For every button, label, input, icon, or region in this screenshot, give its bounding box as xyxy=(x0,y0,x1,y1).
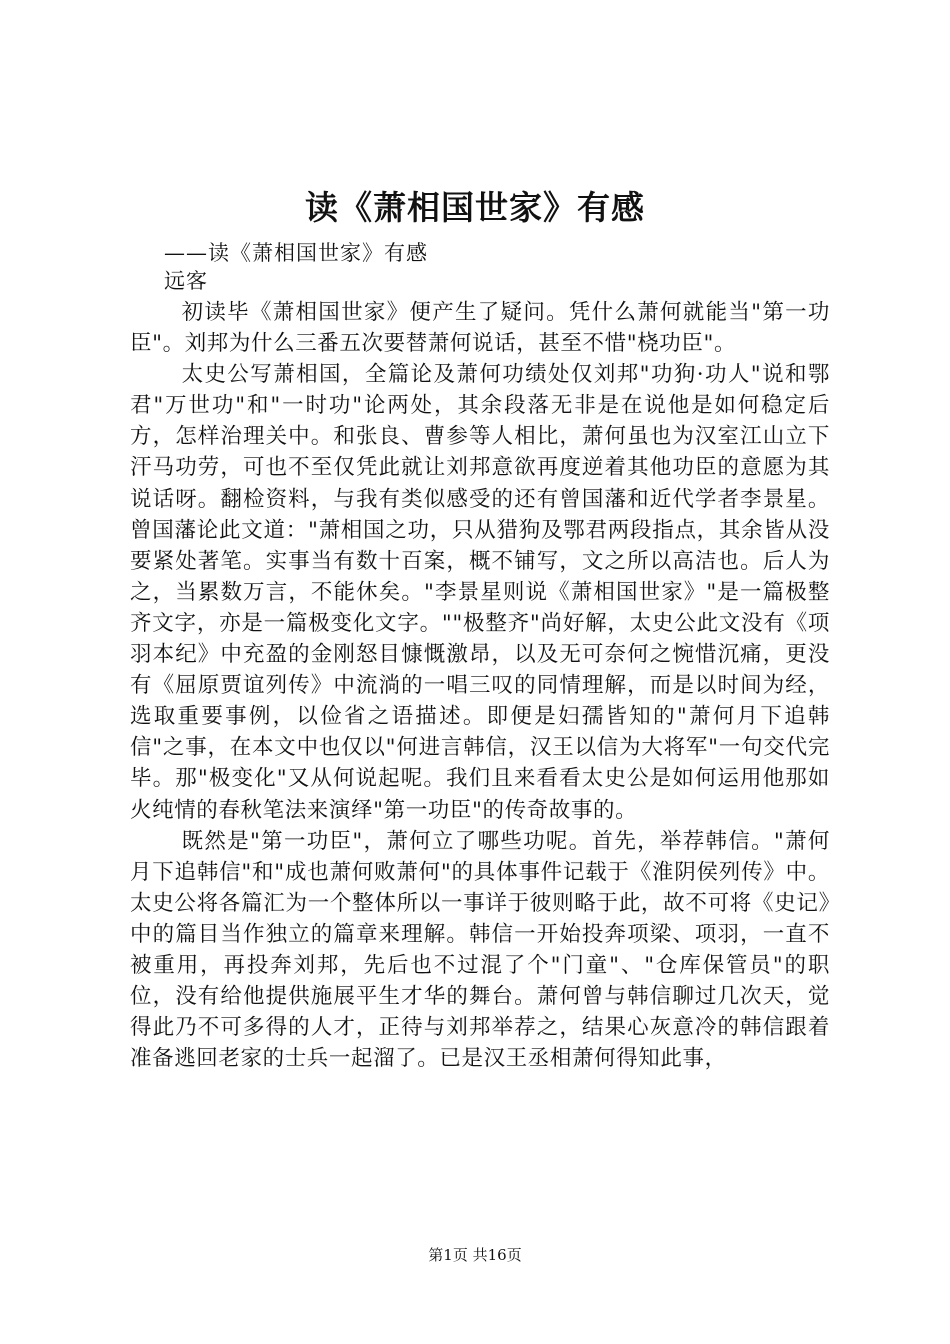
document-title: 读《萧相国世家》有感 xyxy=(305,188,645,227)
paragraph: 初读毕《萧相国世家》便产生了疑问。凭什么萧何就能当"第一功臣"。刘邦为什么三番五次要替萧何说话，甚至不惜"桡功臣"。 xyxy=(130,300,830,357)
author-name: 远客 xyxy=(164,269,208,293)
document-subtitle: ——读《萧相国世家》有感 xyxy=(164,241,428,265)
body-text xyxy=(130,297,830,1074)
page-number: 第1页 共16页 xyxy=(428,1246,522,1264)
paragraph: 太史公写萧相国，全篇论及萧何功绩处仅刘邦"功狗·功人"说和鄂君"万世功"和"一时功"论两处，其余段落无非是在说他是如何稳定后方，怎样治理关中。和张良、曹参等人相比，萧何虽也为汉室江山立下汗马功劳，可也不至仅凭此就让刘邦意欲再度逆着其他功臣的意愿为其说话呀。翻检资料，与我有类似感受的还有曾国藩和近代学者李景星。曾国藩论此文道："萧相国之功，只从猎狗及鄂君两段指点，其余皆从没要紧处著笔。实事当有数十百案，概不铺写，文之所以高洁也。后人为之，当累数万言，不能休矣。"李景星则说《萧相国世家》"是一篇极整齐文字，亦是一篇极变化文字。""极整齐"尚好解，太史公此文没有《项羽本纪》中充盈的金刚怒目慷慨激昂，以及无可奈何之惋惜沉痛，更没有《屈原贾谊列传》中流淌的一唱三叹的同情理解，而是以时间为经，选取重要事例，以俭省之语描述。即便是妇孺皆知的"萧何月下追韩信"之事，在本文中也仅以"何进言韩信，汉王以信为大将军"一句交代完毕。那"极变化"又从何说起呢。我们且来看看太史公是如何运用他那如火纯情的春秋笔法来演绎"第一功臣"的传奇故事的。 xyxy=(130,362,830,823)
paragraph: 既然是"第一功臣"，萧何立了哪些功呢。首先，举荐韩信。"萧何月下追韩信"和"成也萧何败萧何"的具体事件记载于《淮阴侯列传》中。太史公将各篇汇为一个整体所以一事详于彼则略于此，故不可将《史记》中的篇目当作独立的篇章来理解。韩信一开始投奔项梁、项羽，一直不被重用，再投奔刘邦，先后也不过混了个"门童"、"仓库保管员"的职位，没有给他提供施展平生才华的舞台。萧何曾与韩信聊过几次天，觉得此乃不可多得的人才，正待与刘邦举荐之，结果心灰意冷的韩信跟着准备逃回老家的士兵一起溜了。已是汉王丞相萧何得知此事， xyxy=(130,828,830,1072)
